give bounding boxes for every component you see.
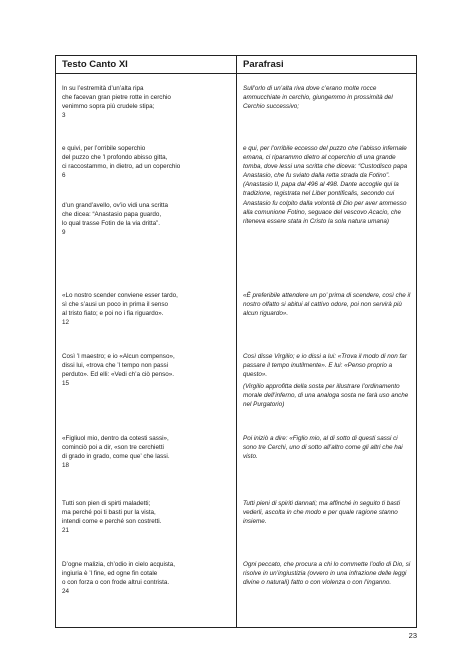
verse-line: Tutti son pien di spirti maladetti; [62,500,151,507]
verse-number: 3 [62,112,66,120]
verse-number: 18 [62,462,70,470]
verse-number: 24 [62,588,70,596]
verse-line: intendi come e perché son costretti. [62,518,162,526]
verse-number: 6 [62,172,66,180]
verse-line: cominciò poi a dir, «son tre cerchietti [62,444,164,452]
canto-table [55,55,417,628]
verse-line: e quivi, per l’orribile soperchio [62,145,146,152]
verse-line: perduto». Ed elli: «Vedi ch’a ciò penso». [62,371,175,379]
testo-stanza-1 [62,84,232,120]
parafrasi-text: Così disse Virgilio; e io dissi a lui: «Trova il modo di non far passare il tempo inutilmente». E lui: «Penso proprio a questo». [243,353,407,379]
verse-line: «Lo nostro scender conviene esser tardo, [62,292,178,299]
testo-column [56,56,237,627]
testo-stanza-4 [62,291,232,327]
testo-stanza-7 [62,499,232,535]
testo-stanza-5 [62,352,232,388]
verse-line: dissi lui, «trova che ’l tempo non passi [62,362,169,370]
verse-number: 21 [62,527,70,535]
verse-number: 15 [62,380,70,388]
verse-number: 12 [62,319,70,327]
verse-line: ingiuria è ’l fine, ed ogne fin cotale [62,570,158,578]
verse-line: che facevan gran pietre rotte in cerchio [62,94,171,102]
parafrasi-stanza-6: Tutti pieni di spiriti dannati; ma affinché in seguito ti basti vederli, ascolta in che modo e per quale ragione stanno insieme. [243,500,401,526]
verse-line: di grado in grado, come que’ che lassi. [62,453,170,461]
verse-number: 9 [62,229,66,237]
parafrasi-stanza-5: Poi iniziò a dire: «Figlio mio, al di sotto di questi sassi ci sono tre Cerchi, uno di sotto all’altro come gli altri che hai visto. [243,435,403,461]
verse-line: venimmo sopra più crudele stipa; [62,103,155,111]
parafrasi-stanza-2: e qui, per l’orribile eccesso del puzzo che l’abisso infernale emana, ci riparammo dietro al coperchio di una grande tomba, dove lessi una scritta che diceva: “Custodisco papa Anastasio, che fu sviato dalla retta strada da Fotino”. (Anastasio II, papa dal 496 al 498. Dante accoglie qui la tradizione, registrata nel Liber pontificalis, secondo cui Anastasio fu colpito dalla volontà di Dio per aver ammesso alla comunione Fotino, seguace del vescovo Acacio, che riteneva essere stata in Cristo la sola natura umana) [243,145,408,225]
verse-line: Così ’l maestro; e io «Alcun compenso», [62,353,175,360]
parafrasi-stanza-4 [243,352,412,410]
verse-line: ci raccostammo, in dietro, ad un coperchio [62,163,181,171]
verse-line: D’ogne malizia, ch’odio in cielo acquista, [62,561,176,568]
verse-line: In su l’estremità d’un’alta ripa [62,85,144,92]
verse-line: al tristo fiato; e poi no i fia riguardo». [62,310,164,318]
verse-line: sì che s’ausi un poco in prima il senso [62,301,169,309]
verse-line: del puzzo che ’l profondo abisso gitta, [62,154,168,162]
verse-line: ma perché poi ti basti pur la vista, [62,509,156,517]
verse-line: o con forza o con frode altrui contrista. [62,579,170,587]
testo-stanza-6 [62,434,232,470]
parafrasi-note: (Virgilio approfitta della sosta per illustrare l’ordinamento morale dell’inferno, di una analoga sosta ne farà uso anche nel Purgatorio) [243,383,409,409]
verse-line: d’un grand’avello, ov’io vidi una scritta [62,202,169,209]
parafrasi-stanza-3: «È preferibile attendere un po’ prima di scendere, così che il nostro olfatto si abitui al cattivo odore, poi non servirà più alcun riguardo». [243,292,411,318]
parafrasi-stanza-7: Ogni peccato, che procura a chi lo commette l’odio di Dio, si risolve in un’ingiustizia (ovvero in una infrazione delle leggi divine o naturali) fatto o con violenza o con l’inganno. [243,561,411,587]
verse-line: che dicea: “Anastasio papa guardo, [62,211,162,219]
testo-stanza-3 [62,201,232,237]
parafrasi-column [237,56,416,627]
testo-stanza-8 [62,560,232,596]
testo-stanza-2 [62,144,232,180]
testo-header: Testo Canto XI [56,56,236,74]
verse-line: «Figliuol mio, dentro da cotesti sassi», [62,435,169,442]
verse-line: lo qual trasse Fotin de la via dritta”. [62,220,160,228]
parafrasi-stanza-1: Sull’orlo di un’alta riva dove c’erano molte rocce ammucchiate in cerchio, giungemmo in prossimità del Cerchio successivo; [243,85,393,111]
parafrasi-header: Parafrasi [237,56,416,74]
page-number: 23 [408,631,417,640]
